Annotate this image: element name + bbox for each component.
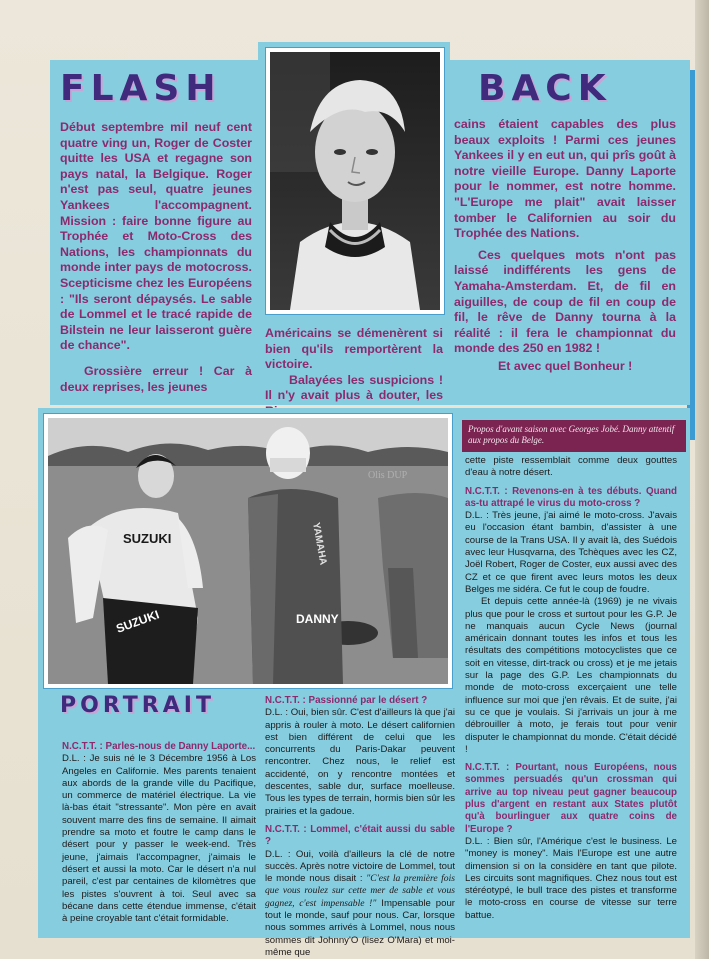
interview-column-left: [62, 741, 256, 925]
rider2-number-label: DANNY: [296, 612, 339, 626]
answer-text: D.L. : Oui, voilà d'ailleurs la clé de notre succès. Après notre victoire de Lommel, tout le monde nous disait :: [265, 848, 455, 885]
portrait-image: [270, 52, 440, 310]
intro-paragraph: Et avec quel Bonheur !: [498, 358, 633, 373]
page-edge: [695, 0, 709, 959]
interview-question: N.C.T.T. : Passionné par le désert ?: [265, 695, 428, 706]
headline-portrait: PORTRAIT: [60, 693, 215, 718]
headline-flash: FLASH: [60, 68, 222, 109]
intro-paragraph: Américains se démenèrent si bien qu'ils remportèrent la victoire.: [265, 326, 443, 372]
headline-back: BACK: [478, 68, 612, 109]
interview-question: N.C.T.T. : Lommel, c'était aussi du sable ?: [265, 823, 455, 848]
interview-answer: D.L. : Oui, bien sûr. C'est d'ailleurs là que j'ai appris à rouler à moto. Le désert californien est bien différent de celui que les concurrents du Paris-Dakar peuvent rencontrer. Chez nous, le relief est accidenté, on y rencontre montées et descentes, sable dur, surface moelleuse. Tous les types de terrain, hormis bien sûr les prairies et la gadoue.: [265, 707, 455, 817]
intro-paragraph: Grossière erreur ! Car à deux reprises, les jeunes: [60, 363, 252, 394]
answer-quote: "C'est la première fois que vous roulez sur cette mer de sable et vous gagnez, c'est impensable !": [265, 873, 455, 909]
intro-column-2: [265, 326, 443, 420]
interview-question: N.C.T.T. : Parles-nous de Danny Laporte...: [62, 741, 256, 752]
riders-photo: [44, 414, 452, 688]
rider-portrait-photo: [266, 48, 444, 314]
intro-column-1: [60, 120, 252, 395]
photo-stamp: Olis DUP: [368, 470, 408, 481]
interview-answer: cette piste ressemblait comme deux gouttes d'eau à notre désert.: [465, 455, 677, 479]
rider2-jersey-label: YAMAHA: [310, 521, 329, 566]
riders-image: [48, 418, 448, 684]
interview-column-middle: [265, 695, 455, 959]
interview-column-right: [465, 455, 677, 922]
intro-paragraph: cains étaient capables des plus beaux exploits ! Parmi ces jeunes Yankees il y en eut un, qui prîs goût à notre vieille Europe. Danny Laporte pour le nommer, est notre homme. "L'Europe me plait" avait laisser tomber le Californien au soir du Trophée des Nations.: [454, 117, 676, 241]
intro-paragraph: Balayées les suspicions ! Il n'y avait plus à douter, les: [265, 372, 443, 403]
interview-answer: Et depuis cette année-là (1969) je ne vivais plus que pour le cross et surtout pour les G.P. Je ne manquais aucun Cycle News (journal américain donnant toutes les infos et tous les résultats des compétitions motocyclistes que ce soit en vitesse, dirt-track ou cross) et je me jetais sur la page des G.P. Les championnats du monde de moto-cross excerçaient une telle influence sur moi que j'en rêvais. Et de suite, j'ai su ce que je voulais. Si j'arrivais un jour à me débrouiller à moto, je ferais tout pour venir disputer le championnat du monde. C'était décidé !: [465, 596, 677, 755]
rider1-jersey-label: SUZUKI: [123, 531, 172, 546]
interview-answer: D.L. : Très jeune, j'ai aimé le moto-cross. J'avais eu l'occasion étant bambin, d'assister à une course de la Trans USA. Il y avait là, des Suédois avec leur Husqvarna, des Tchèques avec les CZ, Joël Robert, Roger de Coster, eux aussi avec des CZ et ce que firent avec leurs motos les deux Belges me sidéra. Ce fut le coup de foudre.: [465, 510, 677, 595]
interview-answer: D.L. : Bien sûr, l'Amérique c'est le business. Le "money is money". Mais l'Europe est une autre dimension si on la considère en tant que pilote. Les circuits sont magnifiques. Chez nous tout est stéréotypé, le bull trace des pistes et transforme le moto-cross en course de vitesse sur terre battue.: [465, 835, 677, 921]
intro-paragraph: Début septembre mil neuf cent quatre ving un, Roger de Coster quitte les USA et regagne son pays natal, la Belgique. Roger n'est pas seul, quatre jeunes Yankees l'accompagnent. Mission : faire bonne figure au Trophée et Moto-Cross des Nations, les championnats du monde inter pays de motocross. Scepticisme chez les Européens : "Ils seront dépaysés. Le sable de Lommel et le tracé rapide de Bilstein ne leur laisseront guère de chance".: [60, 120, 252, 353]
intro-column-3: [454, 117, 676, 375]
intro-paragraph: Ces quelques mots n'ont pas laissé indifférents les gens de Yamaha-Amsterdam. Et, de fil en aiguilles, de coup de fil en coup de fil, le rêve de Danny tourna à la réalité : il fera le championnat du monde des 250 en 1982 !: [454, 247, 676, 356]
photo-caption: Propos d'avant saison avec Georges Jobé. Danny attentif aux propos du Belge.: [462, 420, 686, 452]
rider1-pants-label: SUZUKI: [114, 607, 162, 636]
answer-text: Impensable pour tout le monde, sauf pour nous. Car, lorsque nous sommes arrivés à Lommel, nous nous sommes dit Johnny'O (lisez O'Mara) et moi-même que: [265, 897, 455, 958]
interview-question: N.C.T.T. : Pourtant, nous Européens, nous sommes persuadés qu'un crossman qui arrive au top niveau peut gagner beaucoup plus d'argent en restant aux States plutôt qu'à bourlinguer aux quatre coins de l'Europe ?: [465, 762, 677, 835]
interview-question: N.C.T.T. : Revenons-en à tes débuts. Quand as-tu attrapé le virus du moto-cross ?: [465, 485, 677, 509]
interview-answer: D.L. : Je suis né le 3 Décembre 1956 à Los Angeles en Californie. Mes parents tenaient aux abords de la grande ville du Pacifique, un commerce de matériel électrique. La vie là-bas était "stressante". Mon père en avait souvent marre des fins de semaine. Il aimait prendre sa moto et foutre le camp dans le désert pour y passer le week-end. Très jeune, j'aimais l'accompagner, j'aimais le désert et aussi la moto. Car le désert n'a nul pareil, c'est par centaines de kilomètres que les pistes s'ouvrent à toi. Seul avec sa bécane dans cette étendue immense, c'était à peine croyable tant c'était formidable.: [62, 753, 256, 925]
interview-answer: [265, 849, 455, 959]
